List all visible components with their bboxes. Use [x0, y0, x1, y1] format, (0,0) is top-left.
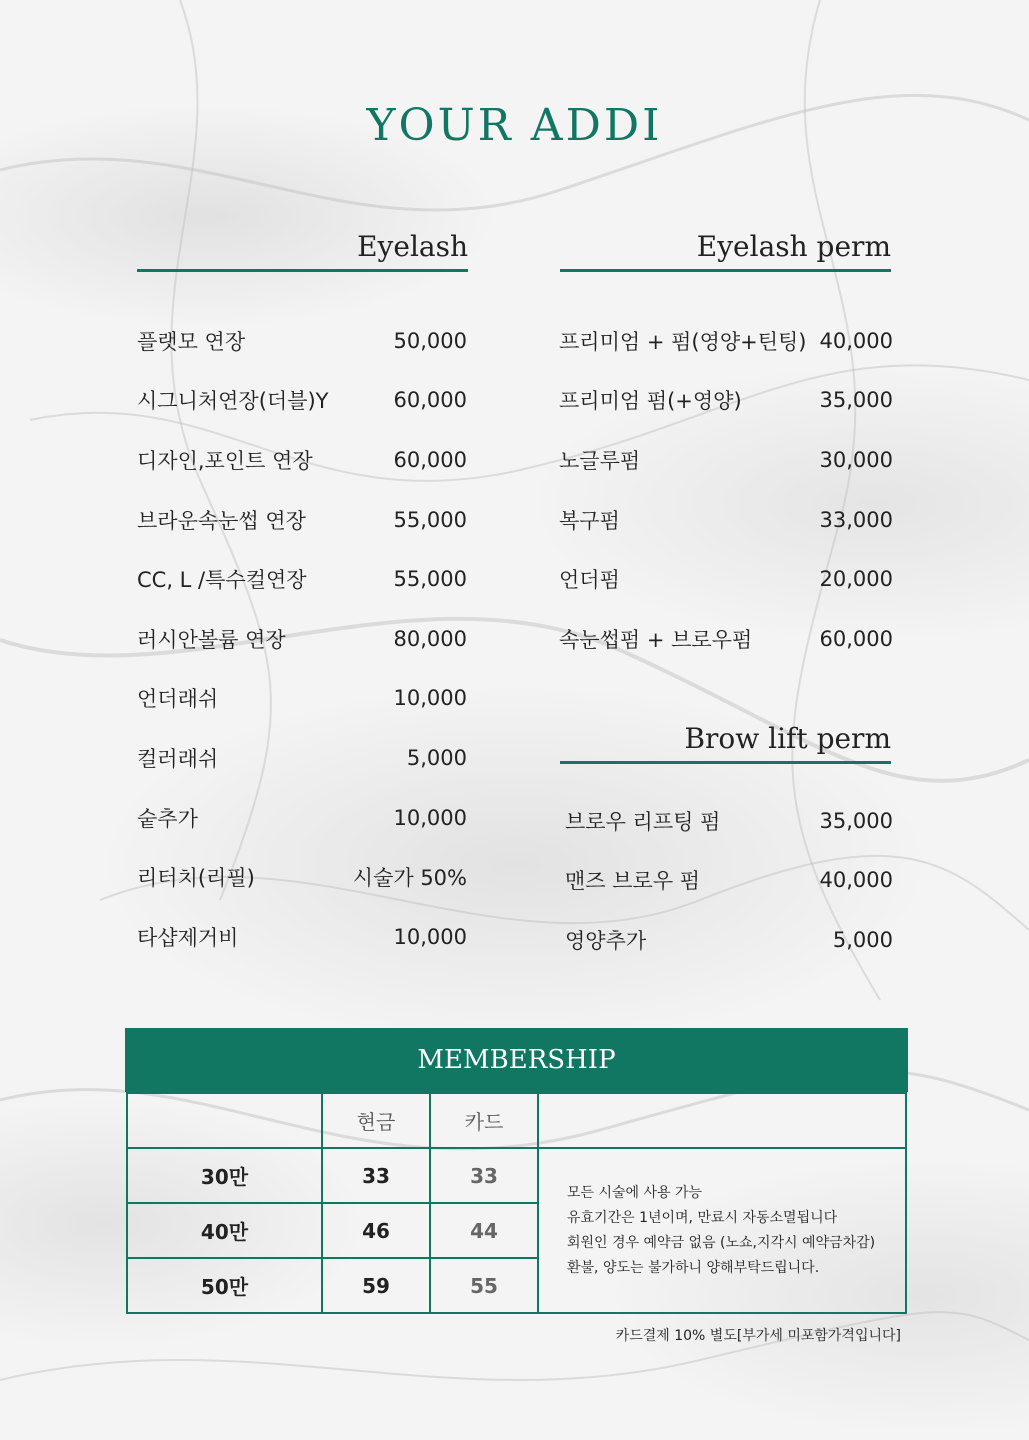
list-item [559, 430, 893, 490]
eyelash-perm-price-list [559, 311, 893, 669]
list-item [559, 371, 893, 431]
column-header-card: 카드 [430, 1093, 538, 1148]
item-price: 60,000 [393, 447, 467, 472]
list-item [137, 609, 467, 669]
item-name: 숱추가 [137, 806, 198, 831]
item-price: 80,000 [393, 626, 467, 651]
item-name: 프리미엄 + 펌(영양+틴팅) [559, 329, 807, 354]
item-price: 10,000 [393, 686, 467, 711]
item-price: 35,000 [819, 388, 893, 413]
cash-bonus: 46 [322, 1203, 430, 1258]
cash-bonus: 59 [322, 1258, 430, 1313]
item-price: 33,000 [819, 507, 893, 532]
list-item [137, 907, 467, 967]
item-price: 20,000 [819, 567, 893, 592]
item-name: 브로우 리프팅 펌 [565, 809, 721, 834]
item-name: 복구펌 [559, 508, 620, 533]
membership-notes [538, 1148, 906, 1313]
item-name: 속눈썹펌 + 브로우펌 [559, 627, 753, 652]
list-item [137, 788, 467, 848]
list-item [137, 549, 467, 609]
item-price: 10,000 [393, 805, 467, 830]
list-item [137, 669, 467, 729]
list-item [559, 549, 893, 609]
cash-bonus: 33 [322, 1148, 430, 1203]
list-item [137, 311, 467, 371]
note-line: 모든 시술에 사용 가능 [567, 1184, 703, 1201]
item-price: 40,000 [819, 328, 893, 353]
card-bonus: 33 [430, 1148, 538, 1203]
footnote: 카드결제 10% 별도[부가세 미포함가격입니다] [615, 1328, 901, 1344]
item-name: 러시안볼륨 연장 [137, 627, 286, 652]
membership-panel [125, 1028, 908, 1314]
item-name: 노글루펌 [559, 448, 641, 473]
note-line: 회원인 경우 예약금 없음 (노쇼,지각시 예약금차감) [567, 1234, 876, 1251]
item-price: 40,000 [819, 868, 893, 893]
list-item [565, 851, 893, 911]
section-heading-eyelash-perm: Eyelash perm [560, 230, 891, 272]
column-header-notes [538, 1093, 906, 1148]
item-name: 디자인,포인트 연장 [137, 448, 313, 473]
table-header-row [127, 1093, 906, 1148]
note-line: 유효기간은 1년이며, 만료시 자동소멸됩니다 [567, 1209, 838, 1226]
item-price: 60,000 [819, 626, 893, 651]
membership-table [126, 1092, 907, 1314]
membership-amount: 40만 [127, 1203, 322, 1258]
column-header-cash: 현금 [322, 1093, 430, 1148]
list-item [137, 430, 467, 490]
item-price: 5,000 [832, 927, 893, 952]
brow-lift-perm-price-list [565, 791, 893, 970]
item-price: 50,000 [393, 328, 467, 353]
note-line: 환불, 양도는 불가하니 양해부탁드립니다. [567, 1259, 820, 1276]
item-price: 시술가 50% [352, 866, 467, 891]
section-heading-brow-lift-perm: Brow lift perm [560, 722, 891, 764]
list-item [559, 311, 893, 371]
item-name: 타샵제거비 [137, 925, 239, 950]
list-item [559, 490, 893, 550]
list-item [137, 371, 467, 431]
membership-amount: 50만 [127, 1258, 322, 1313]
page-title: YOUR ADDI [366, 100, 663, 151]
item-price: 5,000 [406, 745, 467, 770]
list-item [565, 791, 893, 851]
item-price: 35,000 [819, 808, 893, 833]
list-item [137, 728, 467, 788]
item-name: 영양추가 [565, 928, 647, 953]
item-price: 10,000 [393, 924, 467, 949]
item-name: 플랫모 연장 [137, 329, 246, 354]
list-item [559, 609, 893, 669]
column-header-blank [127, 1093, 322, 1148]
list-item [137, 847, 467, 907]
item-price: 30,000 [819, 447, 893, 472]
item-name: 언더래쉬 [137, 687, 219, 712]
item-price: 55,000 [393, 567, 467, 592]
item-name: 브라운속눈썹 연장 [137, 508, 306, 533]
item-price: 60,000 [393, 388, 467, 413]
item-name: 컬러래쉬 [137, 746, 219, 771]
section-heading-eyelash: Eyelash [137, 230, 468, 272]
item-name: 언더펌 [559, 568, 620, 593]
item-name: CC, L /특수컬연장 [137, 568, 307, 593]
table-row [127, 1148, 906, 1203]
item-name: 맨즈 브로우 펌 [565, 869, 701, 894]
item-name: 리터치(리필) [137, 866, 255, 891]
eyelash-price-list [137, 311, 467, 967]
card-bonus: 55 [430, 1258, 538, 1313]
item-name: 시그니처연장(더블)Y [137, 389, 329, 414]
list-item [565, 910, 893, 970]
item-price: 55,000 [393, 507, 467, 532]
list-item [137, 490, 467, 550]
card-bonus: 44 [430, 1203, 538, 1258]
item-name: 프리미엄 펌(+영양) [559, 389, 742, 414]
membership-title: MEMBERSHIP [125, 1028, 908, 1092]
membership-amount: 30만 [127, 1148, 322, 1203]
